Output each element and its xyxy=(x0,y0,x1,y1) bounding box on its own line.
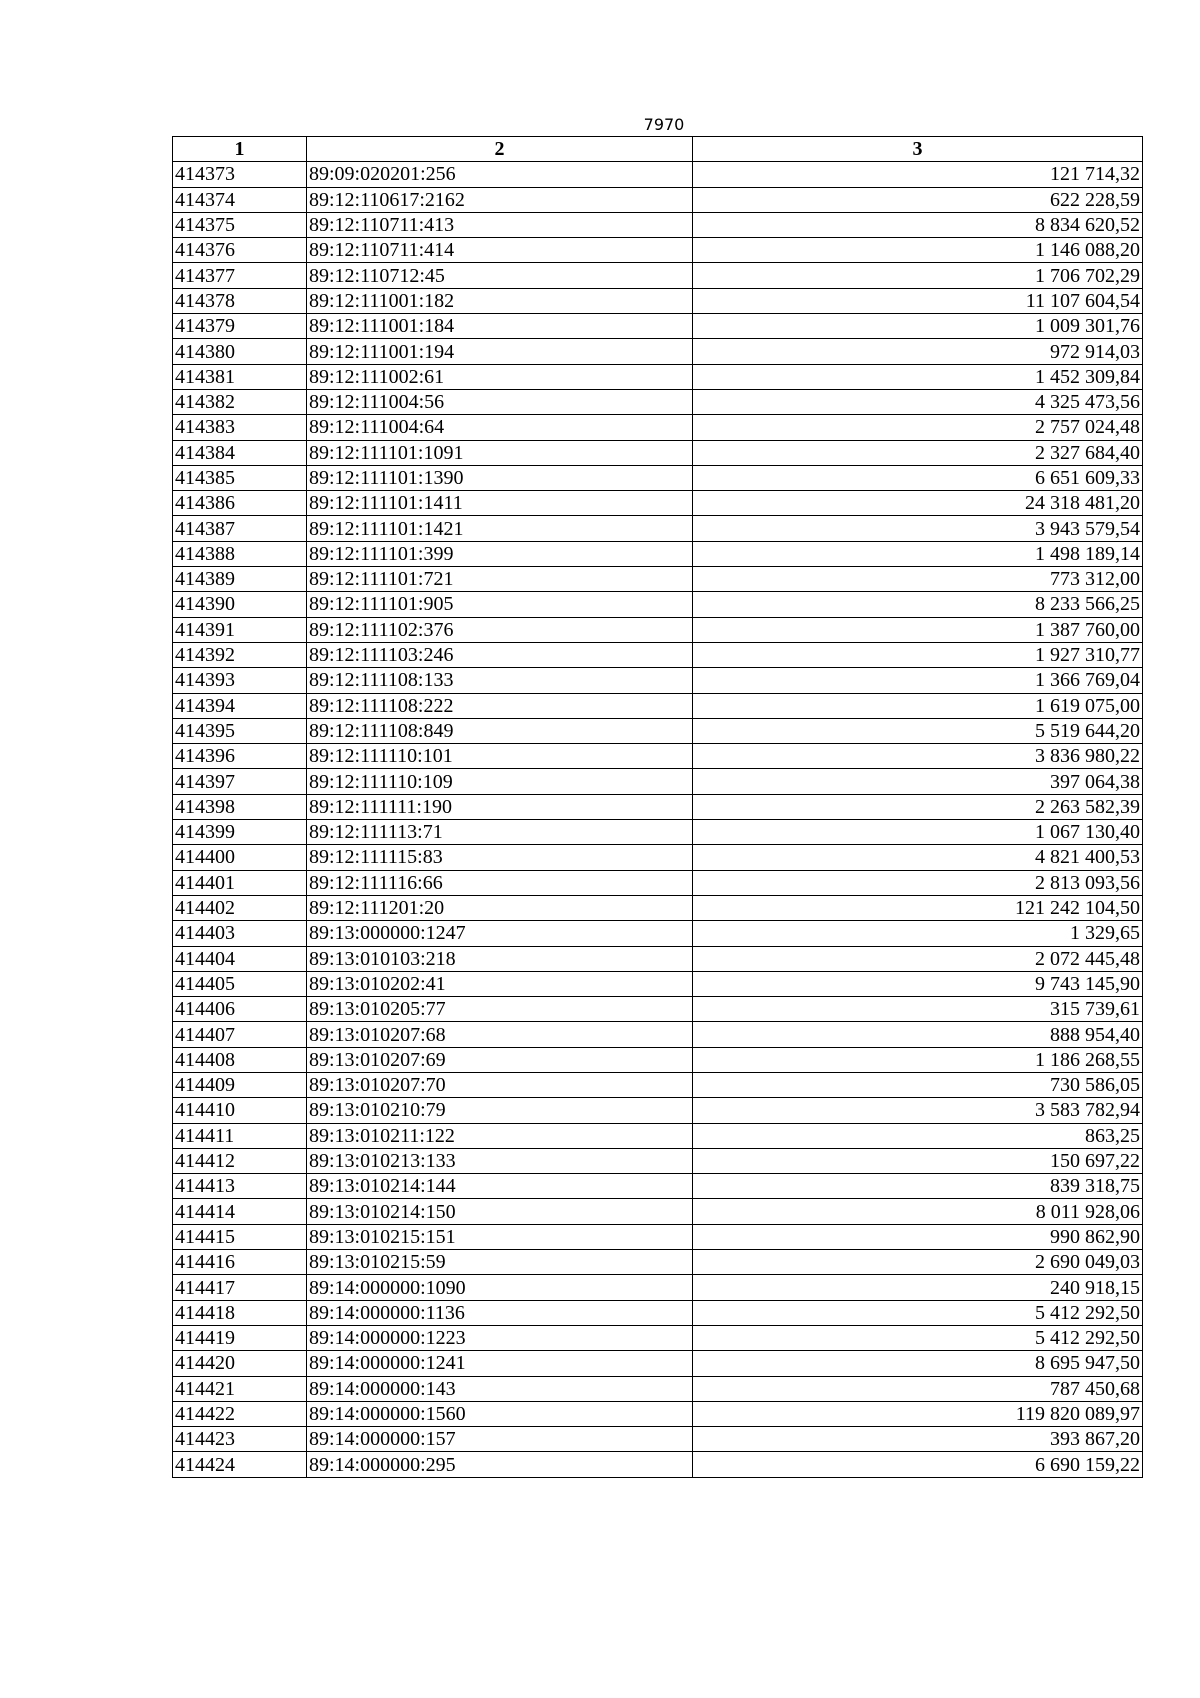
cadastral-number-cell: 89:13:010202:41 xyxy=(307,971,693,996)
cadastral-value-cell: 8 011 928,06 xyxy=(693,1199,1143,1224)
cadastral-number-cell: 89:12:111101:1411 xyxy=(307,491,693,516)
table-row xyxy=(173,1022,1143,1047)
cadastral-value-cell: 1 619 075,00 xyxy=(693,693,1143,718)
cadastral-value-cell: 1 366 769,04 xyxy=(693,668,1143,693)
cadastral-number-cell: 89:14:000000:1090 xyxy=(307,1275,693,1300)
table-row xyxy=(173,1275,1143,1300)
row-number-cell: 414375 xyxy=(173,212,307,237)
cadastral-value-cell: 1 927 310,77 xyxy=(693,642,1143,667)
table-row xyxy=(173,870,1143,895)
row-number-cell: 414382 xyxy=(173,389,307,414)
row-number-cell: 414411 xyxy=(173,1123,307,1148)
table-row xyxy=(173,668,1143,693)
cadastral-value-cell: 1 146 088,20 xyxy=(693,238,1143,263)
cadastral-value-cell: 2 757 024,48 xyxy=(693,415,1143,440)
cadastral-value-cell: 5 412 292,50 xyxy=(693,1325,1143,1350)
table-row xyxy=(173,263,1143,288)
row-number-cell: 414423 xyxy=(173,1427,307,1452)
cadastral-number-cell: 89:12:111110:109 xyxy=(307,769,693,794)
row-number-cell: 414374 xyxy=(173,187,307,212)
cadastral-value-cell: 5 412 292,50 xyxy=(693,1300,1143,1325)
column-header-number: 1 xyxy=(173,137,307,162)
cadastral-value-cell: 1 387 760,00 xyxy=(693,617,1143,642)
table-row xyxy=(173,997,1143,1022)
cadastral-number-cell: 89:13:010103:218 xyxy=(307,946,693,971)
cadastral-number-cell: 89:13:010214:144 xyxy=(307,1174,693,1199)
cadastral-value-cell: 3 943 579,54 xyxy=(693,516,1143,541)
cadastral-number-cell: 89:14:000000:1223 xyxy=(307,1325,693,1350)
table-row xyxy=(173,946,1143,971)
cadastral-number-cell: 89:13:010205:77 xyxy=(307,997,693,1022)
cadastral-value-cell: 1 452 309,84 xyxy=(693,364,1143,389)
cadastral-value-cell: 393 867,20 xyxy=(693,1427,1143,1452)
cadastral-number-cell: 89:12:111101:1390 xyxy=(307,465,693,490)
table-row xyxy=(173,389,1143,414)
cadastral-number-cell: 89:13:010215:59 xyxy=(307,1250,693,1275)
cadastral-number-cell: 89:12:111113:71 xyxy=(307,820,693,845)
cadastral-value-cell: 6 651 609,33 xyxy=(693,465,1143,490)
table-header-row xyxy=(173,137,1143,162)
cadastral-number-cell: 89:12:111002:61 xyxy=(307,364,693,389)
table-row xyxy=(173,1098,1143,1123)
cadastral-number-cell: 89:09:020201:256 xyxy=(307,162,693,187)
cadastral-value-cell: 8 834 620,52 xyxy=(693,212,1143,237)
cadastral-value-cell: 8 233 566,25 xyxy=(693,592,1143,617)
row-number-cell: 414384 xyxy=(173,440,307,465)
row-number-cell: 414380 xyxy=(173,339,307,364)
table-row xyxy=(173,693,1143,718)
cadastral-value-cell: 3 583 782,94 xyxy=(693,1098,1143,1123)
table-row xyxy=(173,516,1143,541)
row-number-cell: 414386 xyxy=(173,491,307,516)
cadastral-value-cell: 9 743 145,90 xyxy=(693,971,1143,996)
row-number-cell: 414389 xyxy=(173,567,307,592)
row-number-cell: 414392 xyxy=(173,642,307,667)
cadastral-value-cell: 2 690 049,03 xyxy=(693,1250,1143,1275)
table-row xyxy=(173,1300,1143,1325)
table-row xyxy=(173,592,1143,617)
cadastral-number-cell: 89:14:000000:143 xyxy=(307,1376,693,1401)
cadastral-number-cell: 89:12:110712:45 xyxy=(307,263,693,288)
table-row xyxy=(173,415,1143,440)
row-number-cell: 414404 xyxy=(173,946,307,971)
row-number-cell: 414417 xyxy=(173,1275,307,1300)
cadastral-number-cell: 89:12:111101:721 xyxy=(307,567,693,592)
row-number-cell: 414387 xyxy=(173,516,307,541)
row-number-cell: 414388 xyxy=(173,541,307,566)
row-number-cell: 414418 xyxy=(173,1300,307,1325)
table-row xyxy=(173,465,1143,490)
cadastral-number-cell: 89:13:010211:122 xyxy=(307,1123,693,1148)
cadastral-value-cell: 787 450,68 xyxy=(693,1376,1143,1401)
cadastral-value-cell: 121 714,32 xyxy=(693,162,1143,187)
row-number-cell: 414420 xyxy=(173,1351,307,1376)
row-number-cell: 414383 xyxy=(173,415,307,440)
cadastral-value-cell: 1 067 130,40 xyxy=(693,820,1143,845)
cadastral-value-cell: 11 107 604,54 xyxy=(693,288,1143,313)
table-row xyxy=(173,187,1143,212)
cadastral-value-cell: 24 318 481,20 xyxy=(693,491,1143,516)
cadastral-number-cell: 89:13:010215:151 xyxy=(307,1224,693,1249)
table-row xyxy=(173,1224,1143,1249)
table-row xyxy=(173,744,1143,769)
cadastral-value-cell: 1 009 301,76 xyxy=(693,314,1143,339)
cadastral-number-cell: 89:12:111004:56 xyxy=(307,389,693,414)
row-number-cell: 414408 xyxy=(173,1047,307,1072)
cadastral-value-cell: 397 064,38 xyxy=(693,769,1143,794)
cadastral-value-cell: 773 312,00 xyxy=(693,567,1143,592)
cadastral-value-cell: 4 325 473,56 xyxy=(693,389,1143,414)
row-number-cell: 414414 xyxy=(173,1199,307,1224)
table-row xyxy=(173,921,1143,946)
table-row xyxy=(173,1174,1143,1199)
cadastral-value-cell: 2 072 445,48 xyxy=(693,946,1143,971)
table-row xyxy=(173,1072,1143,1097)
table-row xyxy=(173,1250,1143,1275)
cadastral-value-cell: 315 739,61 xyxy=(693,997,1143,1022)
table-row xyxy=(173,314,1143,339)
cadastral-number-cell: 89:12:111201:20 xyxy=(307,895,693,920)
table-row xyxy=(173,820,1143,845)
row-number-cell: 414391 xyxy=(173,617,307,642)
cadastral-value-cell: 240 918,15 xyxy=(693,1275,1143,1300)
row-number-cell: 414381 xyxy=(173,364,307,389)
row-number-cell: 414376 xyxy=(173,238,307,263)
table-row xyxy=(173,162,1143,187)
cadastral-value-table xyxy=(172,136,1143,1478)
cadastral-value-cell: 119 820 089,97 xyxy=(693,1401,1143,1426)
table-row xyxy=(173,642,1143,667)
table-row xyxy=(173,895,1143,920)
cadastral-number-cell: 89:13:010210:79 xyxy=(307,1098,693,1123)
cadastral-number-cell: 89:13:010214:150 xyxy=(307,1199,693,1224)
row-number-cell: 414407 xyxy=(173,1022,307,1047)
table-row xyxy=(173,794,1143,819)
cadastral-number-cell: 89:12:111001:194 xyxy=(307,339,693,364)
cadastral-number-cell: 89:12:111004:64 xyxy=(307,415,693,440)
cadastral-number-cell: 89:12:111101:1091 xyxy=(307,440,693,465)
row-number-cell: 414401 xyxy=(173,870,307,895)
row-number-cell: 414409 xyxy=(173,1072,307,1097)
row-number-cell: 414416 xyxy=(173,1250,307,1275)
cadastral-number-cell: 89:12:111101:399 xyxy=(307,541,693,566)
table-row xyxy=(173,617,1143,642)
column-header-cadastral-number: 2 xyxy=(307,137,693,162)
cadastral-number-cell: 89:12:111101:905 xyxy=(307,592,693,617)
cadastral-number-cell: 89:12:111001:182 xyxy=(307,288,693,313)
table-row xyxy=(173,1123,1143,1148)
table-row xyxy=(173,1148,1143,1173)
cadastral-value-cell: 3 836 980,22 xyxy=(693,744,1143,769)
table-row xyxy=(173,339,1143,364)
cadastral-value-cell: 4 821 400,53 xyxy=(693,845,1143,870)
table-row xyxy=(173,1427,1143,1452)
row-number-cell: 414377 xyxy=(173,263,307,288)
cadastral-value-cell: 972 914,03 xyxy=(693,339,1143,364)
row-number-cell: 414415 xyxy=(173,1224,307,1249)
cadastral-number-cell: 89:13:000000:1247 xyxy=(307,921,693,946)
table-row xyxy=(173,1376,1143,1401)
cadastral-value-cell: 2 327 684,40 xyxy=(693,440,1143,465)
row-number-cell: 414394 xyxy=(173,693,307,718)
row-number-cell: 414421 xyxy=(173,1376,307,1401)
cadastral-number-cell: 89:14:000000:1241 xyxy=(307,1351,693,1376)
table-row xyxy=(173,1401,1143,1426)
cadastral-value-cell: 888 954,40 xyxy=(693,1022,1143,1047)
table-row xyxy=(173,212,1143,237)
row-number-cell: 414399 xyxy=(173,820,307,845)
cadastral-number-cell: 89:13:010213:133 xyxy=(307,1148,693,1173)
cadastral-number-cell: 89:12:111111:190 xyxy=(307,794,693,819)
cadastral-number-cell: 89:14:000000:157 xyxy=(307,1427,693,1452)
row-number-cell: 414390 xyxy=(173,592,307,617)
cadastral-number-cell: 89:14:000000:295 xyxy=(307,1452,693,1477)
cadastral-number-cell: 89:14:000000:1560 xyxy=(307,1401,693,1426)
table-row xyxy=(173,1351,1143,1376)
row-number-cell: 414424 xyxy=(173,1452,307,1477)
row-number-cell: 414379 xyxy=(173,314,307,339)
table-row xyxy=(173,541,1143,566)
column-header-value: 3 xyxy=(693,137,1143,162)
row-number-cell: 414396 xyxy=(173,744,307,769)
cadastral-value-cell: 2 813 093,56 xyxy=(693,870,1143,895)
cadastral-value-cell: 622 228,59 xyxy=(693,187,1143,212)
cadastral-value-cell: 1 498 189,14 xyxy=(693,541,1143,566)
cadastral-value-cell: 6 690 159,22 xyxy=(693,1452,1143,1477)
table-row xyxy=(173,364,1143,389)
cadastral-value-cell: 121 242 104,50 xyxy=(693,895,1143,920)
row-number-cell: 414413 xyxy=(173,1174,307,1199)
row-number-cell: 414405 xyxy=(173,971,307,996)
row-number-cell: 414400 xyxy=(173,845,307,870)
cadastral-number-cell: 89:12:110617:2162 xyxy=(307,187,693,212)
row-number-cell: 414422 xyxy=(173,1401,307,1426)
table-row xyxy=(173,288,1143,313)
cadastral-number-cell: 89:12:110711:414 xyxy=(307,238,693,263)
table-row xyxy=(173,1452,1143,1477)
row-number-cell: 414403 xyxy=(173,921,307,946)
cadastral-number-cell: 89:12:111116:66 xyxy=(307,870,693,895)
cadastral-number-cell: 89:12:111102:376 xyxy=(307,617,693,642)
cadastral-value-cell: 839 318,75 xyxy=(693,1174,1143,1199)
row-number-cell: 414385 xyxy=(173,465,307,490)
row-number-cell: 414397 xyxy=(173,769,307,794)
table-row xyxy=(173,971,1143,996)
table-row xyxy=(173,491,1143,516)
cadastral-value-cell: 150 697,22 xyxy=(693,1148,1143,1173)
table-row xyxy=(173,845,1143,870)
table-row xyxy=(173,440,1143,465)
cadastral-number-cell: 89:12:111108:222 xyxy=(307,693,693,718)
row-number-cell: 414412 xyxy=(173,1148,307,1173)
cadastral-number-cell: 89:12:110711:413 xyxy=(307,212,693,237)
row-number-cell: 414373 xyxy=(173,162,307,187)
page-number: 7970 xyxy=(643,115,685,134)
cadastral-value-cell: 1 186 268,55 xyxy=(693,1047,1143,1072)
row-number-cell: 414393 xyxy=(173,668,307,693)
row-number-cell: 414402 xyxy=(173,895,307,920)
table-row xyxy=(173,567,1143,592)
cadastral-number-cell: 89:12:111103:246 xyxy=(307,642,693,667)
row-number-cell: 414395 xyxy=(173,718,307,743)
row-number-cell: 414406 xyxy=(173,997,307,1022)
cadastral-value-cell: 863,25 xyxy=(693,1123,1143,1148)
table-body xyxy=(173,162,1143,1477)
cadastral-value-cell: 8 695 947,50 xyxy=(693,1351,1143,1376)
table-row xyxy=(173,718,1143,743)
cadastral-value-cell: 730 586,05 xyxy=(693,1072,1143,1097)
table-row xyxy=(173,1325,1143,1350)
cadastral-value-cell: 1 706 702,29 xyxy=(693,263,1143,288)
table-row xyxy=(173,769,1143,794)
cadastral-value-cell: 1 329,65 xyxy=(693,921,1143,946)
cadastral-number-cell: 89:12:111110:101 xyxy=(307,744,693,769)
cadastral-number-cell: 89:14:000000:1136 xyxy=(307,1300,693,1325)
table-row xyxy=(173,1199,1143,1224)
cadastral-number-cell: 89:12:111101:1421 xyxy=(307,516,693,541)
table-row xyxy=(173,238,1143,263)
row-number-cell: 414398 xyxy=(173,794,307,819)
cadastral-value-cell: 5 519 644,20 xyxy=(693,718,1143,743)
row-number-cell: 414410 xyxy=(173,1098,307,1123)
cadastral-number-cell: 89:13:010207:70 xyxy=(307,1072,693,1097)
cadastral-number-cell: 89:12:111001:184 xyxy=(307,314,693,339)
cadastral-value-cell: 2 263 582,39 xyxy=(693,794,1143,819)
cadastral-number-cell: 89:13:010207:68 xyxy=(307,1022,693,1047)
cadastral-value-cell: 990 862,90 xyxy=(693,1224,1143,1249)
cadastral-number-cell: 89:12:111115:83 xyxy=(307,845,693,870)
cadastral-number-cell: 89:12:111108:849 xyxy=(307,718,693,743)
cadastral-number-cell: 89:13:010207:69 xyxy=(307,1047,693,1072)
cadastral-number-cell: 89:12:111108:133 xyxy=(307,668,693,693)
row-number-cell: 414378 xyxy=(173,288,307,313)
table-row xyxy=(173,1047,1143,1072)
row-number-cell: 414419 xyxy=(173,1325,307,1350)
